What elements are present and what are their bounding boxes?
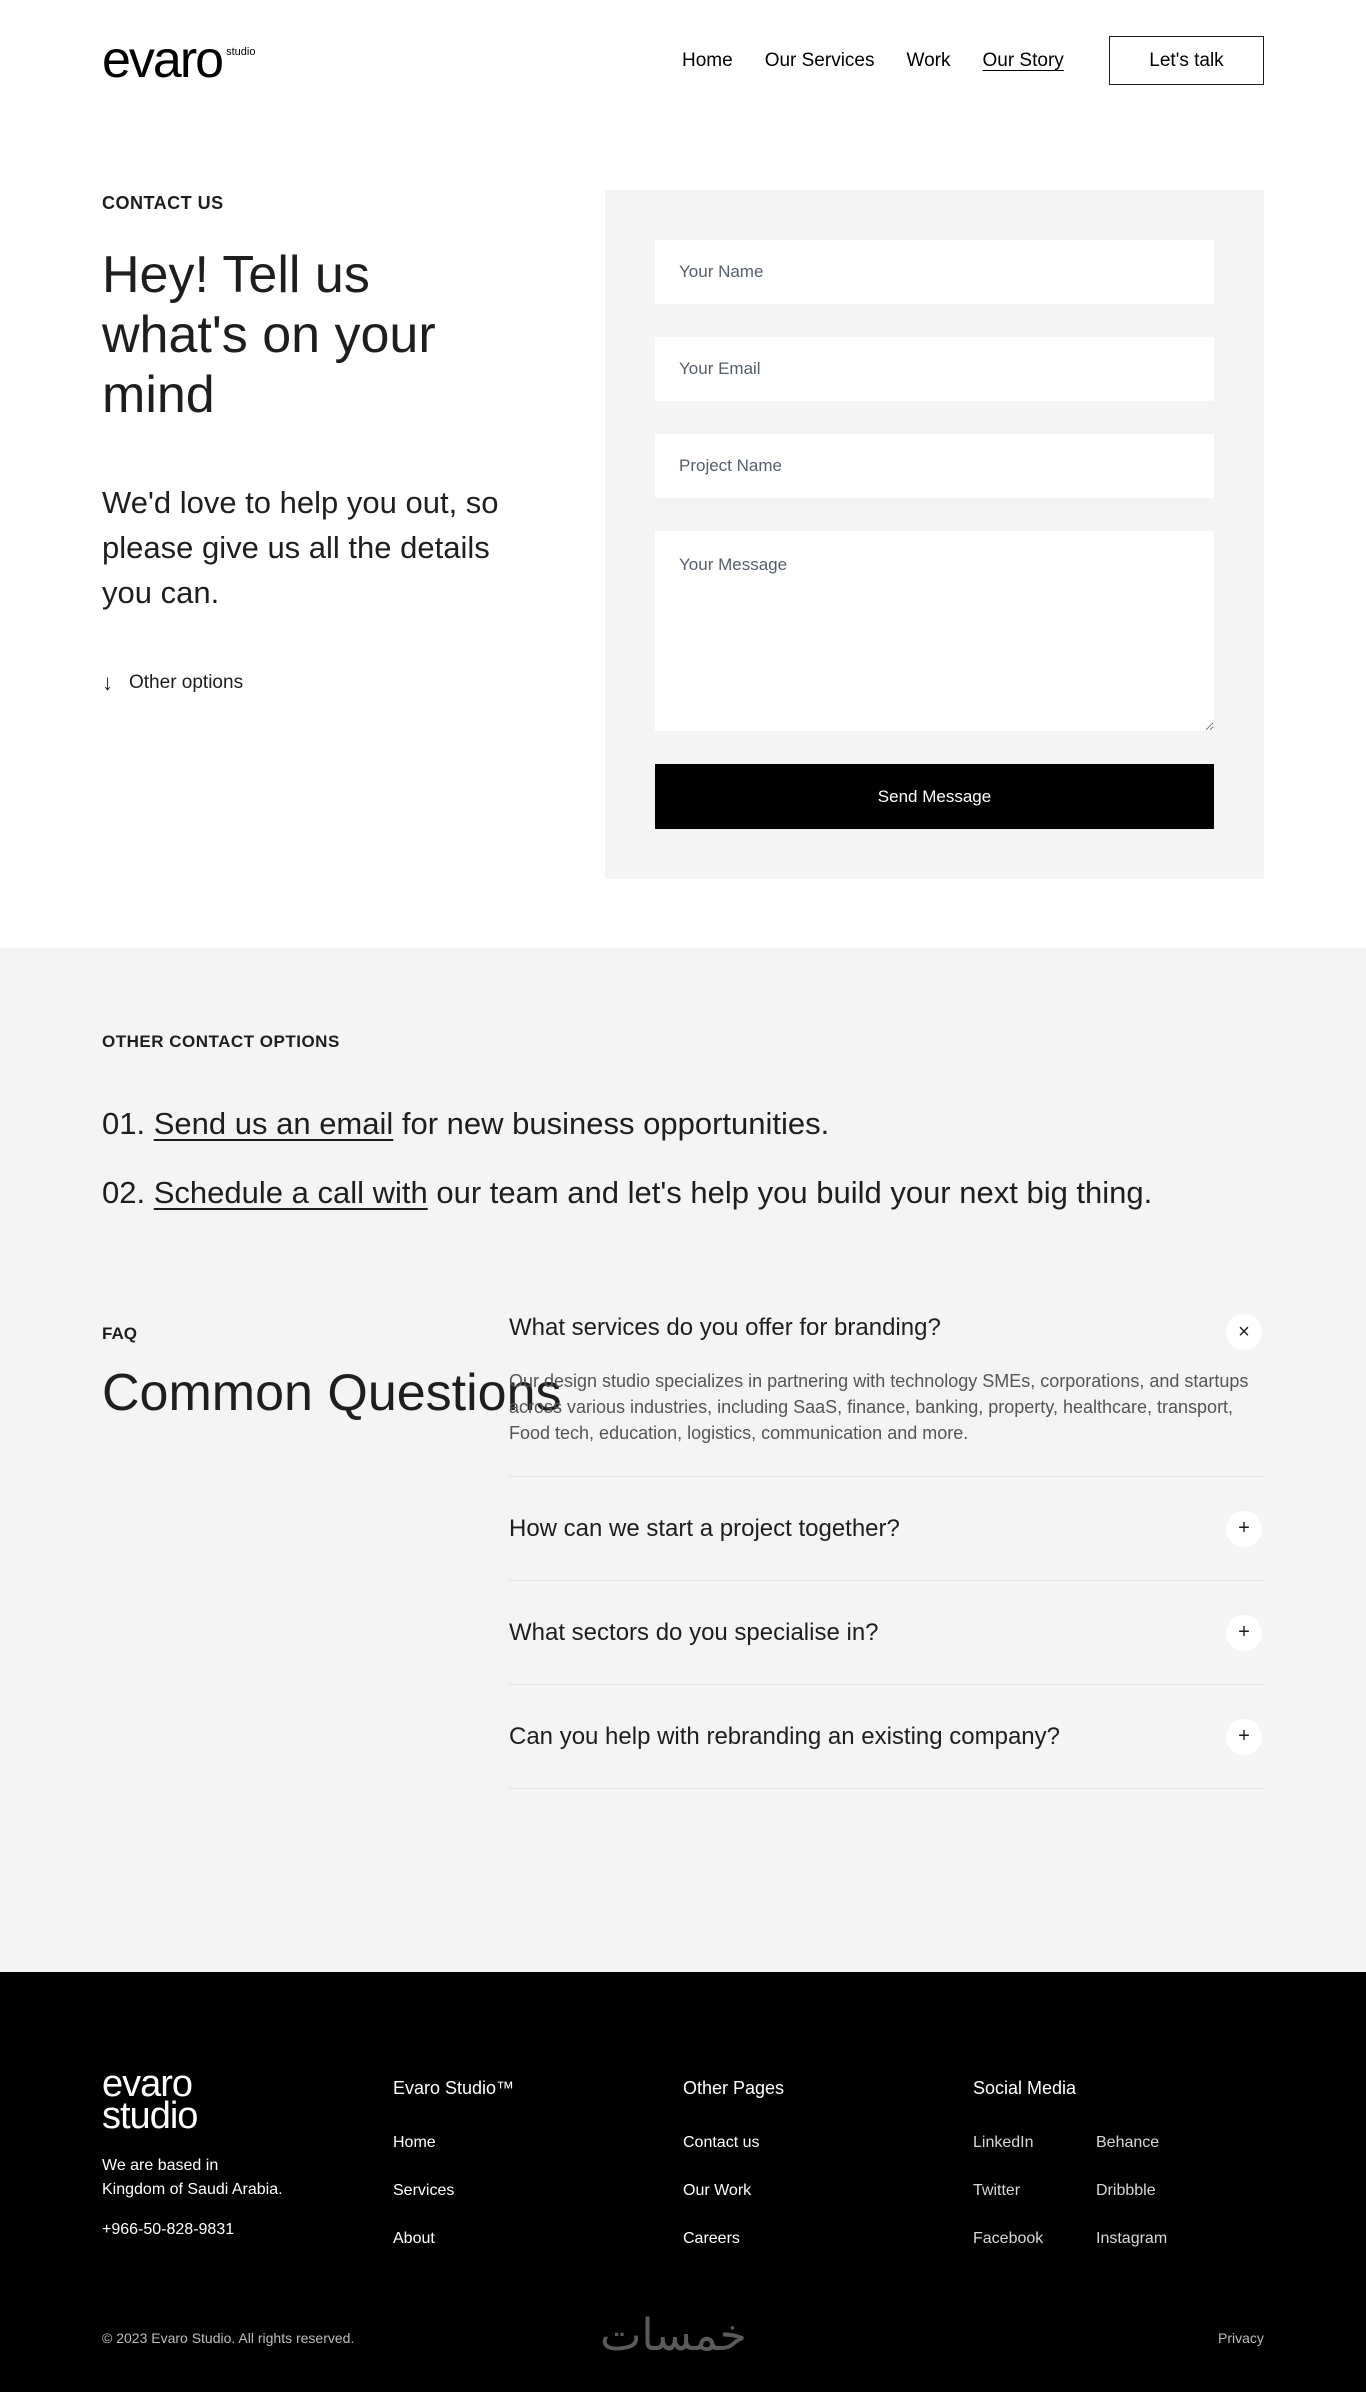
nav-home[interactable]: Home: [682, 50, 733, 71]
footer-link-contact[interactable]: Contact us: [683, 2134, 760, 2151]
footer-link-about[interactable]: About: [393, 2230, 435, 2247]
footer-link-linkedin[interactable]: LinkedIn: [973, 2134, 1034, 2151]
send-message-button[interactable]: Send Message: [655, 764, 1214, 829]
faq-item: [509, 1310, 1264, 1477]
faq-question-text: How can we start a project together?: [509, 1514, 900, 1542]
faq-question-text: What services do you offer for branding?: [509, 1314, 941, 1341]
footer-logo-line1: evaro: [102, 2063, 193, 2105]
option-number: 01.: [102, 1106, 146, 1141]
faq-question[interactable]: [509, 1581, 1264, 1684]
contact-option-email: [102, 1104, 829, 1144]
footer-col-title-studio: Evaro Studio™: [393, 2078, 515, 2098]
footer-link-careers[interactable]: Careers: [683, 2230, 740, 2247]
contact-eyebrow: CONTACT US: [102, 193, 224, 213]
faq-question[interactable]: [509, 1685, 1264, 1788]
faq-title: Common Questions: [102, 1364, 562, 1422]
footer-phone[interactable]: +966-50-828-9831: [102, 2221, 235, 2238]
option-text: for new business opportunities.: [393, 1106, 830, 1141]
footer-col-title-other-pages: Other Pages: [683, 2078, 785, 2098]
faq-question-text: What sectors do you specialise in?: [509, 1618, 879, 1646]
faq-item: [509, 1477, 1264, 1581]
footer-link-services[interactable]: Services: [393, 2182, 455, 2199]
project-name-field[interactable]: [655, 434, 1214, 498]
email-field[interactable]: [655, 337, 1214, 401]
contact-form: [605, 190, 1264, 879]
send-email-link[interactable]: Send us an email: [153, 1106, 394, 1141]
contact-section: [0, 125, 1366, 948]
message-field[interactable]: [655, 531, 1214, 731]
address-line2: Kingdom of Saudi Arabia.: [102, 2181, 283, 2198]
nav-work[interactable]: Work: [906, 50, 951, 71]
footer-link-dribbble[interactable]: Dribbble: [1096, 2182, 1156, 2199]
name-field[interactable]: [655, 240, 1214, 304]
page-title: Hey! Tell us what's on your mind: [102, 246, 436, 424]
other-contact-eyebrow: OTHER CONTACT OPTIONS: [102, 1032, 340, 1051]
nav-our-services[interactable]: Our Services: [764, 50, 875, 71]
footer-logo[interactable]: [102, 2063, 198, 2137]
address-line1: We are based in: [102, 2157, 219, 2174]
site-header: [0, 0, 1366, 125]
logo[interactable]: [102, 31, 256, 89]
logo-superscript: studio: [226, 46, 256, 58]
nav-our-story[interactable]: Our Story: [982, 50, 1064, 71]
arrow-down-icon: ↓: [102, 670, 113, 695]
footer-address: [102, 2154, 322, 2202]
privacy-link[interactable]: Privacy: [1218, 2330, 1264, 2346]
contact-option-call: [102, 1173, 1152, 1213]
footer-link-facebook[interactable]: Facebook: [973, 2230, 1044, 2247]
logo-wordmark: evaro: [102, 31, 223, 89]
faq-list: [509, 1310, 1264, 1789]
faq-question[interactable]: [509, 1310, 1264, 1368]
lets-talk-button[interactable]: Let's talk: [1109, 36, 1264, 85]
footer-link-our-work[interactable]: Our Work: [683, 2182, 752, 2199]
plus-icon[interactable]: +: [1226, 1511, 1262, 1547]
faq-answer: Our design studio specializes in partnering with technology SMEs, corporations, and startups across various industries, including SaaS, finance, banking, property, healthcare, transport, Food tech, education, logistics, communication and more.: [509, 1371, 1249, 1443]
close-icon[interactable]: ×: [1226, 1314, 1262, 1350]
faq-item: [509, 1685, 1264, 1789]
other-options-label: Other options: [129, 672, 244, 693]
plus-icon[interactable]: +: [1226, 1615, 1262, 1651]
option-number: 02.: [102, 1175, 146, 1210]
schedule-call-link[interactable]: Schedule a call with: [153, 1175, 428, 1210]
other-options-link[interactable]: [102, 672, 243, 694]
footer-link-twitter[interactable]: Twitter: [973, 2182, 1021, 2199]
watermark-logo: خمسات: [600, 2310, 747, 2361]
plus-icon[interactable]: +: [1226, 1719, 1262, 1755]
option-text: our team and let's help you build your next big thing.: [427, 1175, 1153, 1210]
footer-logo-line2: studio: [102, 2095, 198, 2137]
footer-link-behance[interactable]: Behance: [1096, 2134, 1160, 2151]
faq-question[interactable]: [509, 1477, 1264, 1580]
footer-link-instagram[interactable]: Instagram: [1096, 2230, 1168, 2247]
contact-lead: We'd love to help you out, so please give us all the details you can.: [102, 485, 499, 610]
footer-link-home[interactable]: Home: [393, 2134, 436, 2151]
footer-col-title-social: Social Media: [973, 2078, 1077, 2098]
copyright: © 2023 Evaro Studio. All rights reserved.: [102, 2330, 355, 2346]
faq-eyebrow: FAQ: [102, 1324, 137, 1343]
site-footer: [0, 1972, 1366, 2392]
other-contact-section: [0, 948, 1366, 1972]
faq-item: [509, 1581, 1264, 1685]
faq-question-text: Can you help with rebranding an existing company?: [509, 1722, 1061, 1750]
main-nav: [682, 49, 1096, 73]
